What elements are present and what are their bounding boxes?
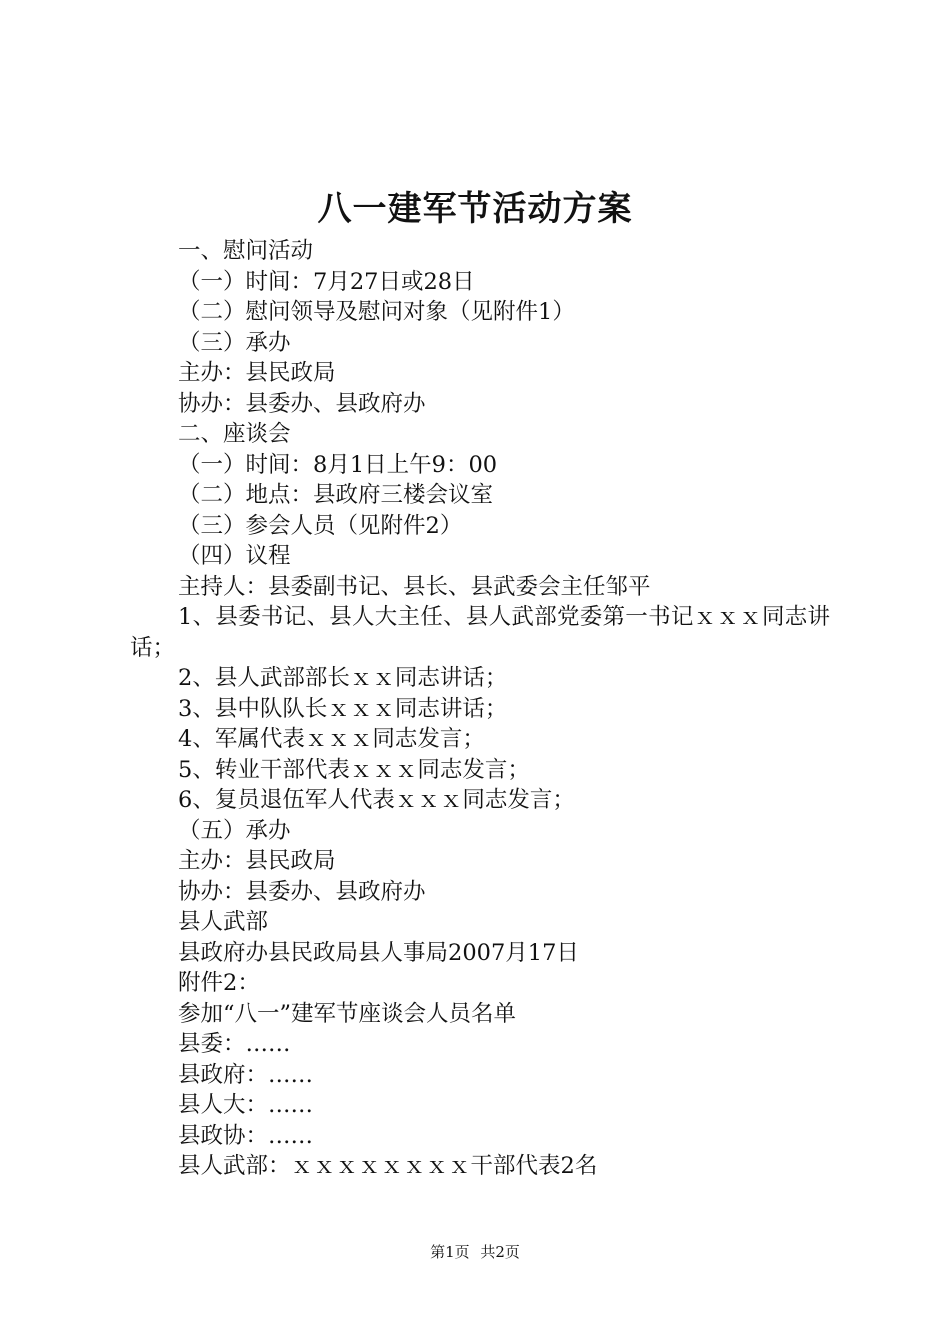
list-item: 县政协：…… <box>178 1122 314 1149</box>
section-heading: 一、慰问活动 <box>178 238 314 264</box>
paragraph: 主持人：县委副书记、县长、县武委会主任邹平 <box>178 573 651 600</box>
agenda-item: 2、县人武部部长ｘｘ同志讲话； <box>178 665 508 691</box>
paragraph: 主办：县民政局 <box>178 360 336 386</box>
list-item: 县人武部：ｘｘｘｘｘｘｘｘ干部代表2名 <box>178 1153 598 1179</box>
paragraph: （一）时间：8月1日上午9：00 <box>178 451 498 478</box>
paragraph: （五）承办 <box>178 817 291 844</box>
page-total: 共2页 <box>480 1243 520 1261</box>
section-heading: 二、座谈会 <box>178 421 291 447</box>
agenda-item: 3、县中队队长ｘｘｘ同志讲话； <box>178 695 508 722</box>
paragraph: 协办：县委办、县政府办 <box>178 878 426 905</box>
paragraph: （四）议程 <box>178 543 291 569</box>
paragraph: 县政府办县民政局县人事局2007月17日 <box>178 939 579 966</box>
paragraph: （一）时间：7月27日或28日 <box>178 268 475 295</box>
paragraph: 县人武部 <box>178 909 269 935</box>
page-footer <box>0 1240 950 1264</box>
list-item: 县委：…… <box>178 1031 291 1057</box>
agenda-item: 1、县委书记、县人大主任、县人武部党委第一书记ｘｘｘ同志讲话； <box>130 604 830 661</box>
list-item: 县人大：…… <box>178 1092 314 1118</box>
document-body <box>130 236 830 1182</box>
paragraph: （二）慰问领导及慰问对象（见附件1） <box>178 299 575 325</box>
attachment-title: 参加“八一”建军节座谈会人员名单 <box>178 1000 517 1027</box>
document-title: 八一建军节活动方案 <box>317 189 633 229</box>
agenda-item: 6、复员退伍军人代表ｘｘｘ同志发言； <box>178 787 575 813</box>
paragraph: （二）地点：县政府三楼会议室 <box>178 482 494 508</box>
agenda-item: 5、转业干部代表ｘｘｘ同志发言； <box>178 756 530 783</box>
agenda-item: 4、军属代表ｘｘｘ同志发言； <box>178 726 485 752</box>
paragraph: （三）参会人员（见附件2） <box>178 512 463 539</box>
page-number: 第1页 <box>430 1243 470 1261</box>
attachment-label: 附件2： <box>178 970 260 996</box>
paragraph: 主办：县民政局 <box>178 848 336 874</box>
paragraph: （三）承办 <box>178 329 291 356</box>
paragraph: 协办：县委办、县政府办 <box>178 390 426 417</box>
list-item: 县政府：…… <box>178 1061 314 1088</box>
